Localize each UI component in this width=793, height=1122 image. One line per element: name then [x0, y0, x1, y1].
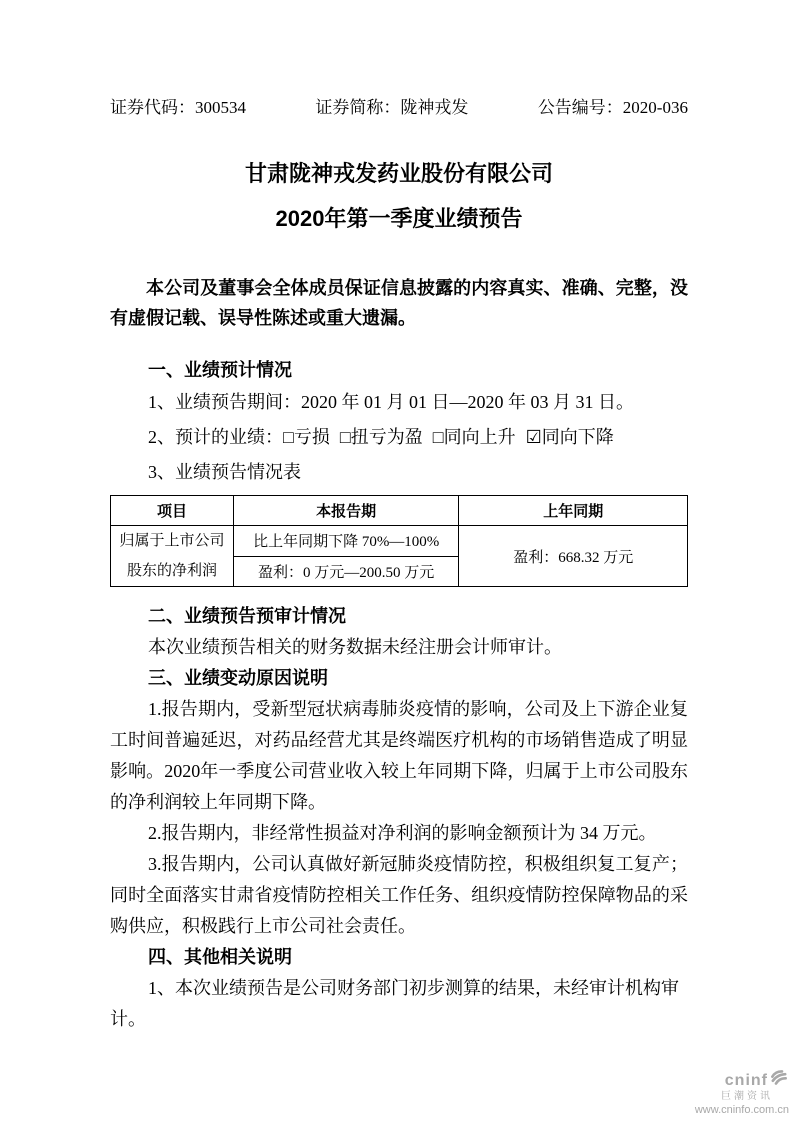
cell-current-change-range: 比上年同期下降 70%—100%: [233, 526, 459, 557]
announcement-number: 公告编号：2020-036: [537, 98, 688, 117]
section-3-heading: 三、业绩变动原因说明: [148, 668, 328, 688]
document-meta-row: [110, 97, 688, 118]
checkbox-option-decrease-checked: ☑同向下降: [525, 427, 614, 447]
report-title: 2020年第一季度业绩预告: [275, 206, 523, 231]
pre-audit-statement: 本次业绩预告相关的财务数据未经注册会计师审计。: [148, 637, 562, 657]
stock-short-name: 证券简称：陇神戎发: [315, 98, 469, 117]
table-row: [111, 526, 688, 557]
cell-prior-period-profit: 盈利：668.32 万元: [459, 526, 688, 587]
table-header-row: [111, 496, 688, 526]
checkbox-option-loss: □亏损: [283, 427, 330, 447]
column-header-item: 项目: [111, 496, 234, 526]
column-header-current-period: 本报告期: [233, 496, 459, 526]
cninfo-swirl-icon: [769, 1069, 789, 1090]
section-2-heading: 二、业绩预告预审计情况: [148, 606, 346, 626]
forecast-table: [110, 495, 688, 587]
cninfo-watermark: [695, 1071, 789, 1116]
stock-code: 证券代码：300534: [110, 98, 246, 117]
company-title: 甘肃陇神戎发药业股份有限公司: [244, 161, 553, 186]
disclaimer-statement: 本公司及董事会全体成员保证信息披露的内容真实、准确、完整，没有虚假记载、误导性陈述或重大遗漏。: [110, 278, 688, 328]
checkbox-option-turnaround: □扭亏为盈: [339, 427, 423, 447]
forecast-period-item: 1、业绩预告期间：2020 年 01 月 01 日—2020 年 03 月 31 日。: [148, 392, 634, 412]
net-profit-label-line-2: 股东的净利润: [126, 563, 217, 579]
reason-paragraph-3: 3.报告期内，公司认真做好新冠肺炎疫情防控，积极组织复工复产；同时全面落实甘肃省疫情防控相关工作任务、组织疫情防控保障物品的采购供应，积极践行上市公司社会责任。: [110, 854, 688, 936]
reason-paragraph-2: 2.报告期内，非经常性损益对净利润的影响金额预计为 34 万元。: [148, 823, 657, 843]
cell-current-profit-range: 盈利：0 万元—200.50 万元: [233, 556, 459, 587]
forecast-type-item: [110, 420, 688, 455]
forecast-type-label: 2、预计的业绩：: [148, 427, 283, 447]
reason-paragraph-1: 1.报告期内，受新型冠状病毒肺炎疫情的影响，公司及上下游企业复工时间普遍延迟，对药品经营尤其是终端医疗机构的市场销售造成了明显影响。2020年一季度公司营业收入较上年同期下降，归属于上市公司股东的净利润较上年同期下降。: [110, 699, 688, 812]
other-note-item-1: 1、本次业绩预告是公司财务部门初步测算的结果，未经审计机构审计。: [110, 978, 679, 1029]
column-header-prior-period: 上年同期: [459, 496, 688, 526]
cninfo-brand-row: [725, 1071, 789, 1090]
forecast-table-caption: 3、业绩预告情况表: [148, 462, 301, 482]
cell-net-profit-label: [111, 526, 234, 587]
cninfo-brand-text: cninf: [724, 1071, 768, 1089]
section-4-heading: 四、其他相关说明: [148, 947, 292, 967]
cninfo-url: www.cninfo.com.cn: [694, 1104, 789, 1116]
checkbox-option-increase: □同向上升: [432, 427, 516, 447]
net-profit-label-line-1: 归属于上市公司: [119, 533, 225, 549]
document-body: [110, 601, 688, 1035]
cninfo-chinese-name: 巨潮资讯: [721, 1091, 773, 1102]
section-1-heading: 一、业绩预计情况: [148, 360, 292, 380]
